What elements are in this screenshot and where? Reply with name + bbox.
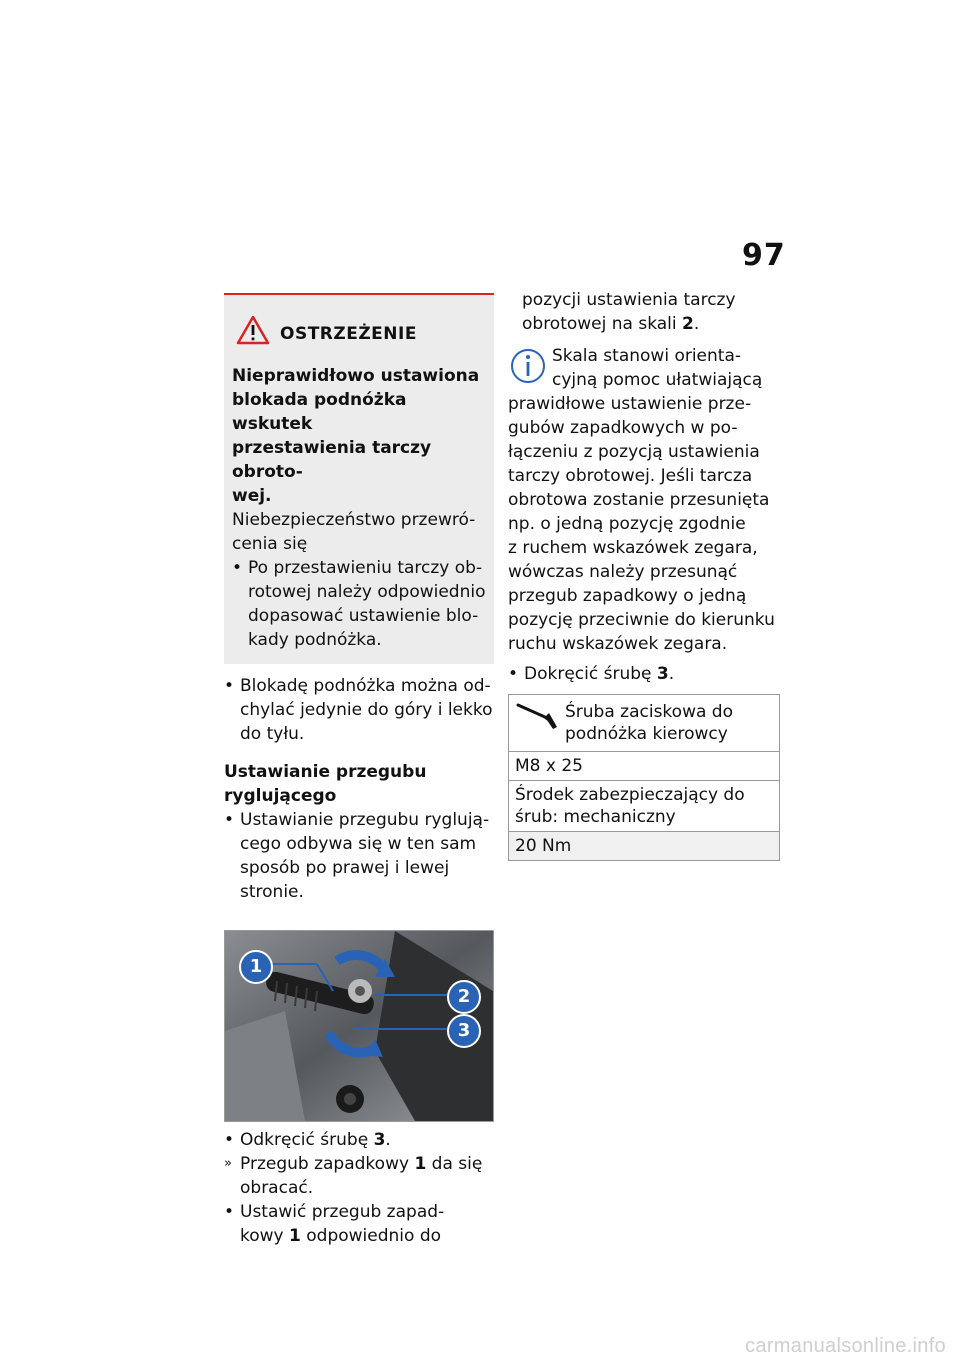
period: . <box>385 1130 391 1150</box>
result-arrow-icon: » <box>224 1156 232 1171</box>
text-line: obrotowej na skali <box>522 314 683 334</box>
bullet-icon: • <box>508 664 519 684</box>
info-text <box>508 344 780 656</box>
info-line: przegub zapadkowy o jedną <box>508 586 747 606</box>
info-line: wówczas należy przesunąć <box>508 562 738 582</box>
info-line: cyjną pomoc ułatwiającą <box>552 370 763 390</box>
result-item <box>224 1152 494 1200</box>
spec-title-line: Śruba zaciskowa do <box>565 702 733 722</box>
info-line: Skala stanowi orienta- <box>552 346 742 366</box>
ref-number: 2 <box>682 314 694 334</box>
result-text: obracać. <box>240 1178 314 1198</box>
step-text: Odkręcić śrubę <box>240 1130 374 1150</box>
step-text: odpowiednio do <box>300 1226 442 1246</box>
info-line: łączeniu z pozycją ustawienia <box>508 442 760 462</box>
warning-header <box>236 315 486 352</box>
spec-torque-row: 20 Nm <box>509 831 779 860</box>
callout-2: 2 <box>447 980 481 1014</box>
spec-title-line: podnóżka kierowcy <box>565 724 728 744</box>
page-number: 97 <box>742 238 786 273</box>
bullet-line: cego odbywa się w ten sam <box>240 834 477 854</box>
section-title-line: Ustawianie przegubu <box>224 762 427 782</box>
step-adjust-joint <box>224 1200 494 1248</box>
step-text: Ustawić przegub zapad- <box>240 1202 445 1222</box>
warning-bullet-line: Po przestawieniu tarczy ob- <box>248 558 483 578</box>
step-text: Dokręcić śrubę <box>524 664 657 684</box>
ref-number: 1 <box>414 1154 427 1174</box>
bullet-line: sposób po prawej i lewej <box>240 858 450 878</box>
bullet-line: Ustawianie przegubu ryglują- <box>240 810 490 830</box>
spec-size-row: M8 x 25 <box>509 751 779 780</box>
bullet-icon: • <box>224 1202 235 1222</box>
info-line: pozycję przeciwnie do kierunku <box>508 610 775 630</box>
step-tighten-screw <box>508 662 780 686</box>
info-line: np. o jedną pozycję zgodnie <box>508 514 746 534</box>
torque-spec-table <box>508 694 780 861</box>
warning-heading-line: Nieprawidłowo ustawiona <box>232 366 480 386</box>
bullet-line: stronie. <box>240 882 304 902</box>
warning-heading-line: blokada podnóżka wskutek <box>232 390 407 434</box>
warning-bullet-line: kady podnóżka. <box>248 630 382 650</box>
spec-header-row <box>509 695 779 751</box>
torque-wrench-icon <box>515 701 559 745</box>
text-line: . <box>693 314 700 334</box>
warning-bullet-line: rotowej należy odpowiednio <box>248 582 486 602</box>
step-text: kowy <box>240 1226 290 1246</box>
info-line: ruchu wskazówek zegara. <box>508 634 728 654</box>
result-text: Przegub zapadkowy <box>240 1154 415 1174</box>
info-line: prawidłowe ustawienie prze- <box>508 394 752 414</box>
info-block <box>508 344 780 656</box>
continued-text <box>508 288 780 336</box>
warning-heading-line: wej. <box>232 486 272 506</box>
warning-triangle-icon <box>236 315 270 352</box>
warning-heading-line: przestawienia tarczy obroto- <box>232 438 432 482</box>
bullet-icon: • <box>224 1130 235 1150</box>
watermark: carmanualsonline.info <box>745 1335 946 1357</box>
warning-text-line: cenia się <box>232 534 308 554</box>
bullet-item <box>224 808 494 904</box>
ref-number: 3 <box>656 664 669 684</box>
ref-number: 3 <box>373 1130 386 1150</box>
bullet-icon: • <box>224 676 235 696</box>
section-title-line: ryglującego <box>224 786 337 806</box>
spec-agent-line: Środek zabezpieczający do <box>515 785 745 805</box>
bullet-icon: • <box>224 810 235 830</box>
callout-1: 1 <box>239 950 273 984</box>
right-column <box>508 288 780 861</box>
info-line: tarczy obrotowej. Jeśli tarcza <box>508 466 753 486</box>
result-text: da się <box>426 1154 483 1174</box>
spec-agent-row <box>509 780 779 831</box>
warning-bullet-line: dopasować ustawienie blo- <box>248 606 479 626</box>
bullet-item <box>224 674 494 746</box>
warning-bullet <box>232 556 486 652</box>
bullet-icon: • <box>232 558 243 578</box>
text-line: pozycji ustawienia tarczy <box>522 290 736 310</box>
step-text: . <box>668 664 675 684</box>
callout-3: 3 <box>447 1014 481 1048</box>
section-title <box>224 760 494 808</box>
bullet-line: chylać jedynie do góry i lekko <box>240 700 493 720</box>
info-line: gubów zapadkowych w po- <box>508 418 738 438</box>
warning-text-line: Niebezpieczeństwo przewró- <box>232 510 476 530</box>
warning-box <box>224 293 494 664</box>
info-line: z ruchem wskazówek zegara, <box>508 538 758 558</box>
step-loosen-screw <box>224 1128 494 1152</box>
bullet-line: Blokadę podnóżka można od- <box>240 676 491 696</box>
footrest-photo <box>224 930 494 1122</box>
ref-number: 1 <box>289 1226 301 1246</box>
spec-agent-line: śrub: mechaniczny <box>515 807 676 827</box>
info-icon <box>508 346 548 390</box>
info-line: obrotowa zostanie przesunięta <box>508 490 770 510</box>
left-column <box>224 293 494 1248</box>
bullet-line: do tyłu. <box>240 724 305 744</box>
warning-title: OSTRZEŻENIE <box>280 323 417 344</box>
